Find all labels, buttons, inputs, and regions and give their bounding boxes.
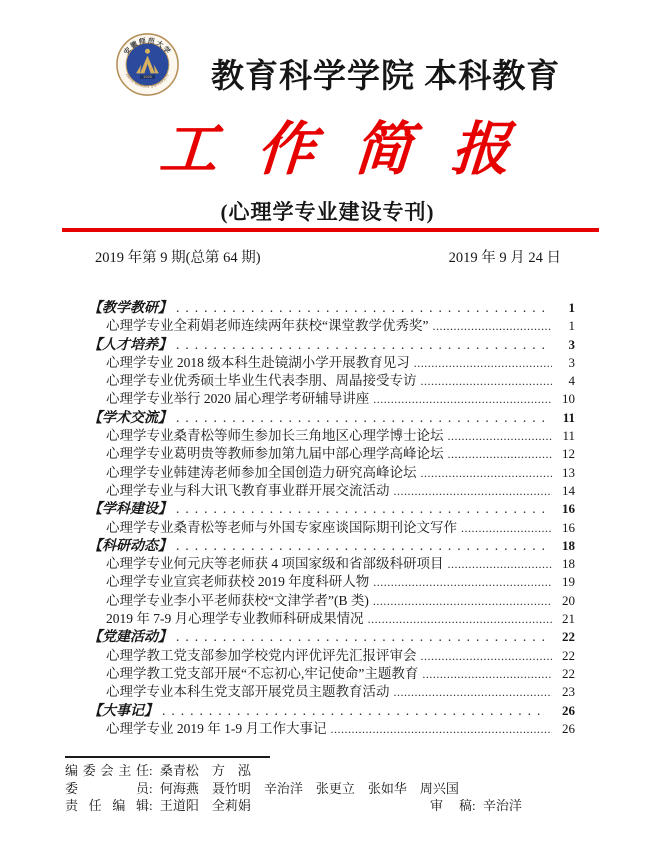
toc-item-row[interactable] xyxy=(88,573,575,591)
toc-page-number: 23 xyxy=(562,684,575,700)
toc-dot-leader xyxy=(176,299,547,317)
toc-page-number: 10 xyxy=(562,391,575,407)
toc-entry-text: 心理学专业举行 2020 届心理学考研辅导讲座 xyxy=(106,391,370,407)
toc-dot-leader xyxy=(176,537,547,555)
toc-item-row[interactable] xyxy=(88,592,575,610)
toc-entry-text: 心理学专业 2018 级本科生赴镜湖小学开展教育见习 xyxy=(106,354,410,370)
toc-entry-text: 心理学专业何元庆等老师获 4 项国家级和省部级科研项目 xyxy=(106,556,444,572)
editorial-director-names: 桑青松 方 泓 xyxy=(159,763,251,778)
seal-bottom-text: ANHUI NORMAL UNIVERSITY xyxy=(124,72,171,89)
toc-section-row[interactable] xyxy=(88,702,575,720)
toc-item-row[interactable] xyxy=(88,683,575,701)
toc-page-number: 18 xyxy=(562,556,575,572)
toc-item-row[interactable] xyxy=(88,720,575,738)
toc-item-row[interactable] xyxy=(88,372,575,390)
committee-members-names: 何海燕 聂竹明 辛治洋 张更立 张如华 周兴国 xyxy=(159,780,459,796)
toc-dot-leader xyxy=(432,317,552,335)
table-of-contents xyxy=(88,299,575,738)
toc-entry-text: 心理学专业桑青松等师生参加长三角地区心理学博士论坛 xyxy=(106,428,444,444)
toc-entry-text: 【党建活动】 xyxy=(88,630,172,646)
toc-page-number: 18 xyxy=(562,537,575,553)
toc-section-row[interactable] xyxy=(88,500,575,518)
toc-page-number: 19 xyxy=(562,574,575,590)
toc-entry-text: 心理学教工党支部开展“不忘初心,牢记使命”主题教育 xyxy=(106,665,419,681)
toc-page-number: 22 xyxy=(562,629,575,645)
toc-section-row[interactable] xyxy=(88,299,575,317)
toc-dot-leader xyxy=(448,555,553,573)
toc-entry-text: 心理学专业韩建涛老师参加全国创造力研究高峰论坛 xyxy=(106,464,417,480)
toc-dot-leader xyxy=(414,354,552,372)
colon: : xyxy=(149,763,153,778)
toc-dot-leader xyxy=(394,482,553,500)
toc-dot-leader xyxy=(422,665,552,683)
red-divider-line xyxy=(62,228,599,232)
toc-page-number: 1 xyxy=(568,300,575,315)
toc-dot-leader xyxy=(331,720,553,738)
toc-item-row[interactable] xyxy=(88,647,575,665)
toc-page-number: 26 xyxy=(562,702,575,718)
editorial-director-label: 编委会主任 xyxy=(65,763,149,778)
toc-section-row[interactable] xyxy=(88,409,575,427)
toc-item-row[interactable] xyxy=(88,610,575,628)
toc-entry-text: 【学术交流】 xyxy=(88,410,172,426)
org-title: 教育科学学院 本科教育 xyxy=(211,59,561,95)
bulletin-banner-title xyxy=(157,106,512,182)
toc-entry-text: 心理学专业宣宾老师获校 2019 年度科研人物 xyxy=(106,574,370,590)
toc-item-row[interactable] xyxy=(88,519,575,537)
footer-separator-line xyxy=(65,756,270,758)
toc-dot-leader xyxy=(373,573,552,591)
toc-page-number: 3 xyxy=(568,354,575,370)
toc-entry-text: 心理学专业与科大讯飞教育事业群开展交流活动 xyxy=(106,482,390,498)
reviewer-label: 审稿 xyxy=(430,798,472,814)
responsible-editor-names: 王道阳 全莉娟 xyxy=(159,798,251,814)
toc-dot-leader xyxy=(421,647,553,665)
reviewer-name: 辛治洋 xyxy=(482,798,522,814)
colon: : xyxy=(149,780,153,796)
toc-page-number: 3 xyxy=(568,336,575,352)
banner-char: 工 xyxy=(157,117,220,182)
seal-year-text: 1928 xyxy=(143,75,152,80)
issue-row xyxy=(95,246,561,267)
toc-dot-leader xyxy=(176,500,547,518)
toc-dot-leader xyxy=(421,464,553,482)
toc-section-row[interactable] xyxy=(88,628,575,646)
banner-char: 简 xyxy=(351,117,415,182)
toc-page-number: 4 xyxy=(568,373,575,389)
toc-item-row[interactable] xyxy=(88,354,575,372)
toc-item-row[interactable] xyxy=(88,555,575,573)
committee-members-row xyxy=(65,780,565,798)
toc-dot-leader xyxy=(162,702,547,720)
toc-entry-text: 【人才培养】 xyxy=(88,337,172,353)
toc-item-row[interactable] xyxy=(88,464,575,482)
toc-entry-text: 【科研动态】 xyxy=(88,538,172,554)
toc-section-row[interactable] xyxy=(88,537,575,555)
toc-entry-text: 心理学专业优秀硕士毕业生代表李朋、周晶接受专访 xyxy=(106,373,417,389)
toc-section-row[interactable] xyxy=(88,336,575,354)
toc-dot-leader xyxy=(373,390,552,408)
colon: : xyxy=(472,798,476,814)
toc-entry-text: 心理学教工党支部参加学校党内评优评先汇报评审会 xyxy=(106,647,417,663)
toc-dot-leader xyxy=(421,372,553,390)
toc-page-number: 16 xyxy=(562,519,575,535)
toc-item-row[interactable] xyxy=(88,482,575,500)
toc-entry-text: 心理学专业 2019 年 1-9 月工作大事记 xyxy=(106,720,327,736)
toc-dot-leader xyxy=(461,519,552,537)
responsible-editor-row xyxy=(65,797,565,815)
toc-page-number: 21 xyxy=(562,611,575,627)
toc-dot-leader xyxy=(368,610,552,628)
toc-entry-text: 2019 年 7-9 月心理学专业教师科研成果情况 xyxy=(106,611,364,627)
editorial-director-row xyxy=(65,762,565,780)
toc-item-row[interactable] xyxy=(88,427,575,445)
seal-top-text: 安徽师范大学 xyxy=(123,37,172,57)
toc-entry-text: 【教学教研】 xyxy=(88,301,172,316)
toc-page-number: 1 xyxy=(568,318,575,334)
colon: : xyxy=(149,798,153,814)
toc-dot-leader xyxy=(394,683,553,701)
toc-page-number: 14 xyxy=(562,482,575,498)
toc-page-number: 13 xyxy=(562,464,575,480)
toc-entry-text: 心理学专业全莉娟老师连续两年获校“课堂教学优秀奖” xyxy=(106,318,429,334)
seal-emblem-torch xyxy=(145,49,150,54)
toc-entry-text: 心理学专业本科生党支部开展党员主题教育活动 xyxy=(106,684,390,700)
toc-dot-leader xyxy=(176,409,547,427)
toc-page-number: 22 xyxy=(562,665,575,681)
toc-dot-leader xyxy=(448,445,553,463)
toc-dot-leader xyxy=(373,592,552,610)
toc-dot-leader xyxy=(448,427,553,445)
toc-page-number: 22 xyxy=(562,647,575,663)
toc-entry-text: 心理学专业葛明贵等教师参加第九届中部心理学高峰论坛 xyxy=(106,446,444,462)
toc-entry-text: 心理学专业桑青松等老师与外国专家座谈国际期刊论文写作 xyxy=(106,519,457,535)
issue-date: 2019 年 9 月 24 日 xyxy=(448,250,561,266)
toc-entry-text: 【大事记】 xyxy=(88,703,158,719)
toc-item-row[interactable] xyxy=(88,445,575,463)
university-seal-icon xyxy=(116,33,179,96)
reviewer-group xyxy=(430,797,522,815)
toc-entry-text: 心理学专业李小平老师获校“文津学者”(B 类) xyxy=(106,592,369,608)
issue-number: 2019 年第 9 期(总第 64 期) xyxy=(95,250,261,266)
toc-dot-leader xyxy=(176,336,547,354)
responsible-editor-label: 责任编辑 xyxy=(65,798,149,814)
toc-page-number: 16 xyxy=(562,501,575,517)
special-issue-subtitle: (心理学专业建设专刊) xyxy=(220,200,435,224)
toc-dot-leader xyxy=(176,628,547,646)
committee-members-label: 委员 xyxy=(65,780,149,796)
toc-page-number: 20 xyxy=(562,592,575,608)
toc-page-number: 12 xyxy=(562,446,575,462)
toc-page-number: 11 xyxy=(562,409,575,425)
banner-char: 作 xyxy=(254,117,318,182)
toc-item-row[interactable] xyxy=(88,665,575,683)
toc-item-row[interactable] xyxy=(88,390,575,408)
university-seal-logo xyxy=(116,33,179,96)
toc-entry-text: 【学科建设】 xyxy=(88,502,172,518)
toc-page-number: 11 xyxy=(562,428,575,444)
toc-item-row[interactable] xyxy=(88,317,575,335)
toc-page-number: 26 xyxy=(562,720,575,736)
editorial-board-block xyxy=(65,762,565,815)
banner-char: 报 xyxy=(449,117,512,182)
